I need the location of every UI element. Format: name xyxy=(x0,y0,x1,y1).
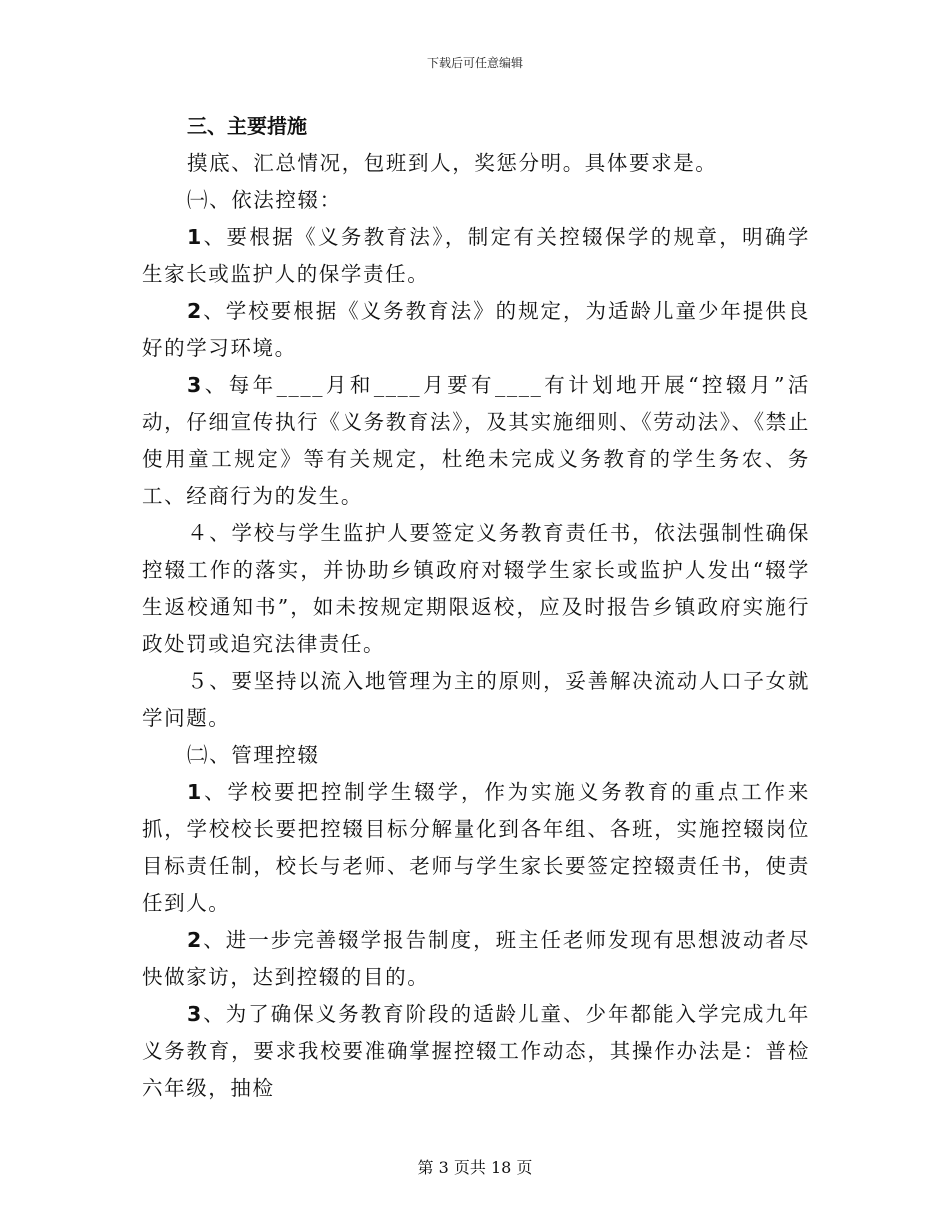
paragraph-item-3 xyxy=(142,367,810,515)
paragraph-text: 、学校要把控制学生辍学，作为实施义务教育的重点工作来抓，学校校长要把控辍目标分解量化到各年组、各班，实施控辍岗位目标责任制，校长与老师、老师与学生家长要签定控辍责任书，使责任到人。 xyxy=(142,780,810,915)
paragraph-text: 、为了确保义务教育阶段的适龄儿童、少年都能入学完成九年义务教育，要求我校要准确掌握控辍工作动态，其操作办法是：普检六年级，抽检 xyxy=(142,1002,810,1100)
item-number: 2 xyxy=(187,299,203,323)
paragraph-text: 、进一步完善辍学报告制度，班主任老师发现有思想波动者尽快做家访，达到控辍的目的。 xyxy=(142,928,810,989)
item-number: 1 xyxy=(187,780,203,804)
paragraph-text: 摸底、汇总情况，包班到人，奖惩分明。具体要求是。 xyxy=(187,151,718,175)
paragraph-text: 、每年____月和____月要有____有计划地开展“控辍月”活动，仔细宣传执行《义务教育法》，及其实施细则、《劳动法》、《禁止使用童工规定》等有关规定，杜绝未完成义务教育的学生务农、务工、经商行为的发生。 xyxy=(142,373,810,508)
paragraph-text: ４、学校与学生监护人要签定义务教育责任书，依法强制性确保控辍工作的落实，并协助乡镇政府对辍学生家长或监护人发出“辍学生返校通知书”，如未按规定期限返校，应及时报告乡镇政府实施行政处罚或追究法律责任。 xyxy=(142,521,810,656)
paragraph-text: ５、要坚持以流入地管理为主的原则，妥善解决流动人口子女就学问题。 xyxy=(142,669,810,730)
paragraph-management-1 xyxy=(142,774,810,922)
paragraph-text: 、学校要根据《义务教育法》的规定，为适龄儿童少年提供良好的学习环境。 xyxy=(142,299,810,360)
paragraph-item-2 xyxy=(142,293,810,367)
document-body xyxy=(142,108,810,1107)
paragraph-text: ㈡、管理控辍 xyxy=(187,743,320,767)
paragraph-text: 、要根据《义务教育法》，制定有关控辍保学的规章，明确学生家长或监护人的保学责任。 xyxy=(142,225,810,286)
paragraph-intro xyxy=(142,145,810,182)
paragraph-item-4 xyxy=(142,515,810,663)
subsection-heading-1 xyxy=(142,182,810,219)
paragraph-management-3 xyxy=(142,996,810,1107)
item-number: 1 xyxy=(187,225,203,249)
item-number: 3 xyxy=(187,373,203,397)
paragraph-item-1 xyxy=(142,219,810,293)
section-heading: 三、主要措施 xyxy=(187,114,307,138)
page-footer: 第 3 页共 18 页 xyxy=(417,1158,533,1177)
paragraph-item-5 xyxy=(142,663,810,737)
paragraph-management-2 xyxy=(142,922,810,996)
page-header: 下载后可任意编辑 xyxy=(426,56,523,70)
item-number: 3 xyxy=(187,1002,203,1026)
paragraph-text: ㈠、依法控辍： xyxy=(187,188,342,212)
item-number: 2 xyxy=(187,928,203,952)
subsection-heading-2 xyxy=(142,737,810,774)
